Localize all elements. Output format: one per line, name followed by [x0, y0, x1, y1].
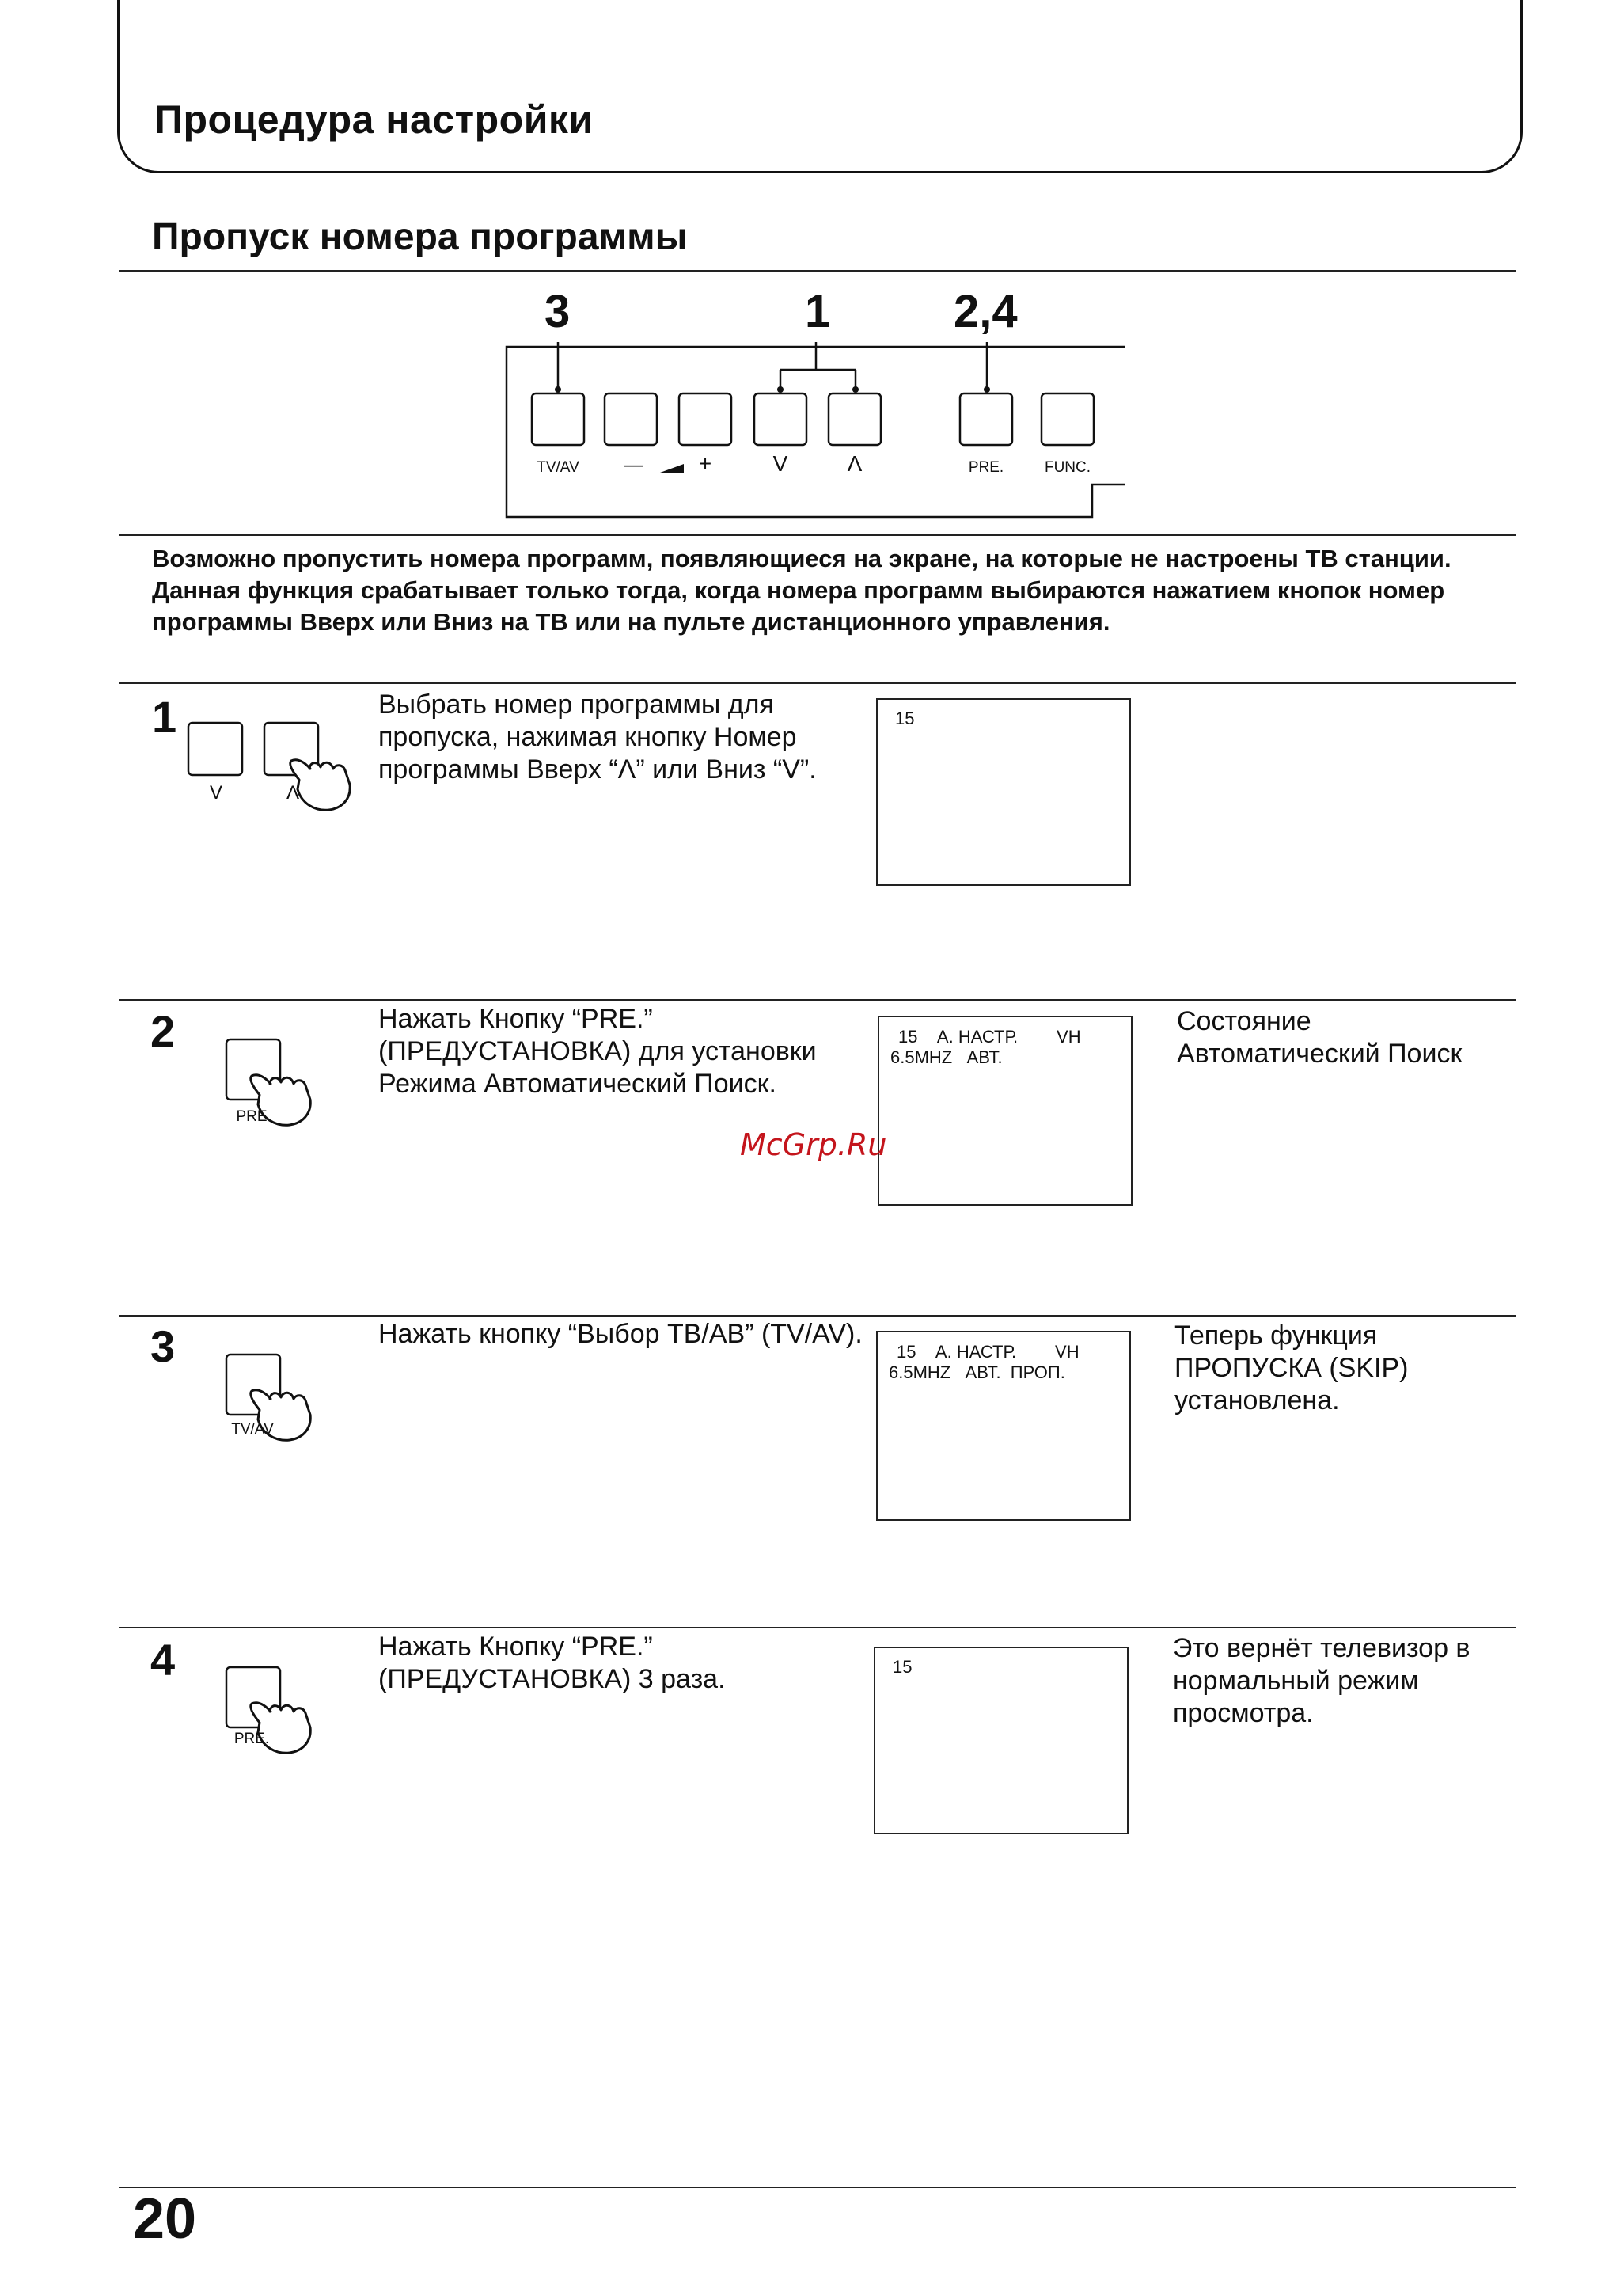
watermark: McGrp.Ru	[740, 1127, 887, 1162]
footer-rule	[119, 2187, 1516, 2188]
panel-func-button	[1042, 393, 1094, 445]
step-4-number: 4	[150, 1635, 176, 1685]
panel-pre-button	[960, 393, 1012, 445]
intro-line-2: Данная функция срабатывает только тогда, когда номера программ выбираются нажатием кнопок номер программы Вверх или Вниз на ТВ или на пульте дистанционного управления.	[152, 576, 1445, 636]
panel-volume-minus-button	[605, 393, 657, 445]
step-2-text: Нажать Кнопку “PRE.” (ПРЕДУСТАНОВКА) для установки Режима Автоматический Поиск.	[378, 1004, 817, 1099]
callout-updown: 1	[805, 286, 831, 337]
panel-volume-plus-button	[679, 393, 731, 445]
step-3-text: Нажать кнопку “Выбор ТВ/АВ” (TV/AV).	[378, 1319, 863, 1349]
page-number: 20	[133, 2187, 197, 2251]
step-3-label-tvav: TV/AV	[231, 1421, 274, 1438]
step-1-label-up: Λ	[286, 782, 300, 804]
panel-channel-down-button	[754, 393, 806, 445]
step-1-number: 1	[152, 692, 177, 742]
step-2-label-pre: PRE	[236, 1108, 268, 1125]
step-1-rule	[119, 682, 1516, 684]
step-4-note: Это вернёт телевизор в нормальный режим просмотра.	[1173, 1633, 1470, 1728]
panel-rule	[119, 534, 1516, 536]
volume-wedge-icon	[660, 464, 684, 473]
step-3-osd-line-2: 6.5MHZ АВТ. ПРОП.	[889, 1362, 1065, 1382]
step-3-number: 3	[150, 1321, 176, 1371]
panel-label-up: Λ	[847, 451, 863, 476]
panel-label-tvav: TV/AV	[537, 459, 579, 476]
step-1-label-down: V	[209, 782, 222, 804]
step-4-osd-line-1: 15	[893, 1657, 913, 1677]
step-4-label-pre: PRE.	[233, 1731, 270, 1747]
panel-label-func: FUNC.	[1044, 459, 1091, 476]
step-3-button	[220, 1348, 347, 1455]
control-panel-diagram	[0, 0, 1624, 554]
panel-label-plus: +	[698, 451, 712, 476]
step-4-button	[220, 1661, 347, 1768]
step-1-tv-screen	[876, 698, 1131, 886]
callout-tvav: 3	[544, 286, 571, 337]
step-4-rule	[119, 1627, 1516, 1628]
step-3-tv-screen	[876, 1331, 1131, 1521]
step-2-rule	[119, 999, 1516, 1001]
step-4-tv-screen	[874, 1647, 1129, 1834]
intro-text	[152, 543, 1497, 638]
step-4-text: Нажать Кнопку “PRE.” (ПРЕДУСТАНОВКА) 3 раза.	[378, 1632, 726, 1694]
panel-label-pre: PRE.	[968, 459, 1004, 476]
step-3-osd-line-1: 15 А. НАСТР. VH	[897, 1342, 1080, 1362]
panel-channel-up-button	[829, 393, 881, 445]
panel-label-down: V	[772, 451, 788, 476]
panel-tvav-button	[532, 393, 584, 445]
intro-line-1: Возможно пропустить номера программ, появляющиеся на экране, на которые не настроены ТВ станции.	[152, 545, 1451, 572]
step-3-rule	[119, 1315, 1516, 1317]
page-header-title: Процедура настройки	[154, 97, 594, 142]
step-1-osd-line-1: 15	[895, 709, 915, 728]
step-2-number: 2	[150, 1006, 176, 1056]
step-1-text: Выбрать номер программы для пропуска, нажимая кнопку Номер программы Вверх “Λ” или Вниз “V”.	[378, 690, 817, 785]
step-2-note: Состояние Автоматический Поиск	[1177, 1006, 1463, 1069]
step-1-buttons	[182, 716, 372, 831]
section-title: Пропуск номера программы	[152, 216, 688, 258]
step-2-tv-screen	[878, 1016, 1133, 1206]
step-2-osd-line-2: 6.5MHZ АВТ.	[890, 1047, 1003, 1067]
callout-pre: 2,4	[954, 286, 1018, 337]
step-2-osd-line-1: 15 А. НАСТР. VH	[898, 1027, 1081, 1047]
step-3-note: Теперь функция ПРОПУСКА (SKIP) установлена.	[1174, 1320, 1409, 1416]
panel-label-minus: —	[624, 454, 643, 476]
